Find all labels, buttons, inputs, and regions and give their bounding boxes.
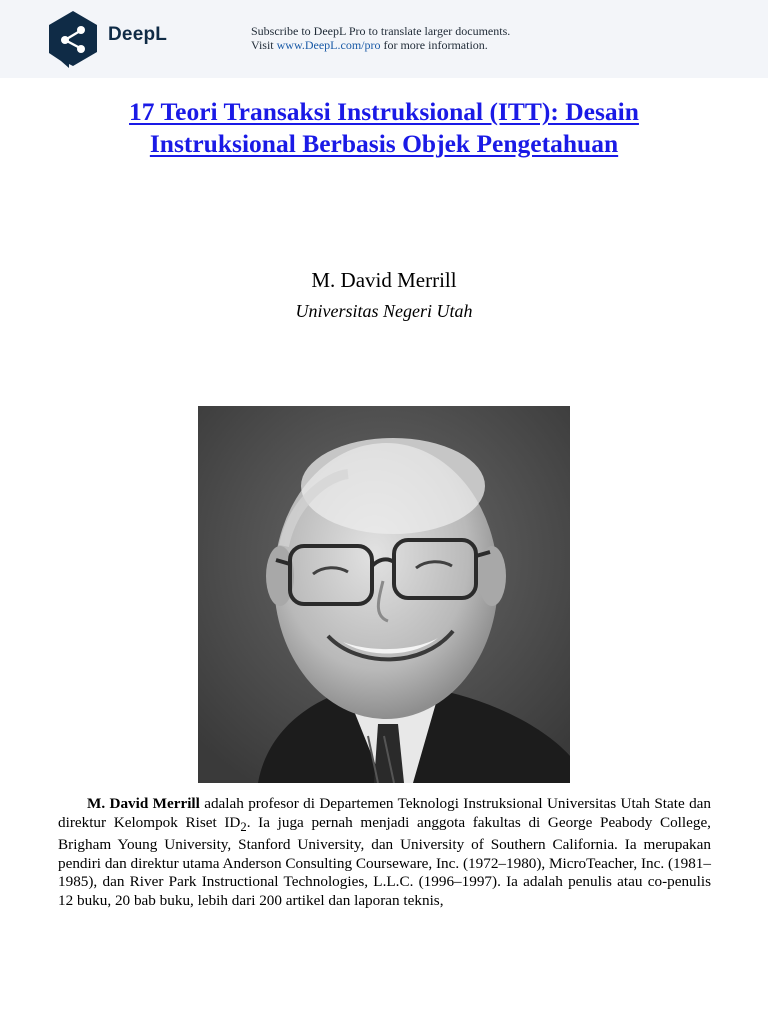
chapter-title-link[interactable] <box>40 96 728 160</box>
bio-text-a: adalah profesor di Departemen Teknologi Instruksional Universitas Utah State dan direktur Kelompok Riset ID <box>58 795 711 831</box>
author-affiliation: Universitas Negeri Utah <box>295 301 473 321</box>
bio-text-b: . Ia juga pernah menjadi anggota fakultas di George Peabody College, Brigham Young University, Stanford University, dan University of Southern California. Ia merupakan pendiri dan direktur utama Anderson Consulting Courseware, Inc. (1972–1980), MicroTeacher, Inc. (1981–1985), dan River Park Instructional Technologies, L.L.C. (1996–1997). Ia adalah penulis atau co-penulis 12 buku, 20 bab buku, lebih dari 200 artikel dan laporan teknis, <box>58 813 711 909</box>
promo-text <box>251 24 510 52</box>
deepl-banner <box>0 0 768 78</box>
author-name: M. David Merrill <box>311 268 457 292</box>
promo-line-1: Subscribe to DeepL Pro to translate larger documents. <box>251 24 511 38</box>
chapter-title-line-1[interactable]: 17 Teori Transaksi Instruksional (ITT): Desain <box>129 97 639 126</box>
bio-subscript: 2 <box>240 819 247 834</box>
author-portrait-photo <box>198 406 570 783</box>
promo-prefix: Visit <box>251 38 274 52</box>
promo-suffix: for more information. <box>383 38 488 52</box>
bio-author-name: M. David Merrill <box>87 795 200 812</box>
promo-line-2 <box>251 38 510 52</box>
deepl-wordmark[interactable]: DeepL <box>108 24 168 45</box>
deepl-pro-link[interactable]: www.DeepL.com/pro <box>276 38 381 52</box>
chapter-title-line-2[interactable]: Instruksional Berbasis Objek Pengetahuan <box>149 129 619 158</box>
deepl-share-icon[interactable] <box>47 10 99 68</box>
author-biography <box>58 795 711 911</box>
